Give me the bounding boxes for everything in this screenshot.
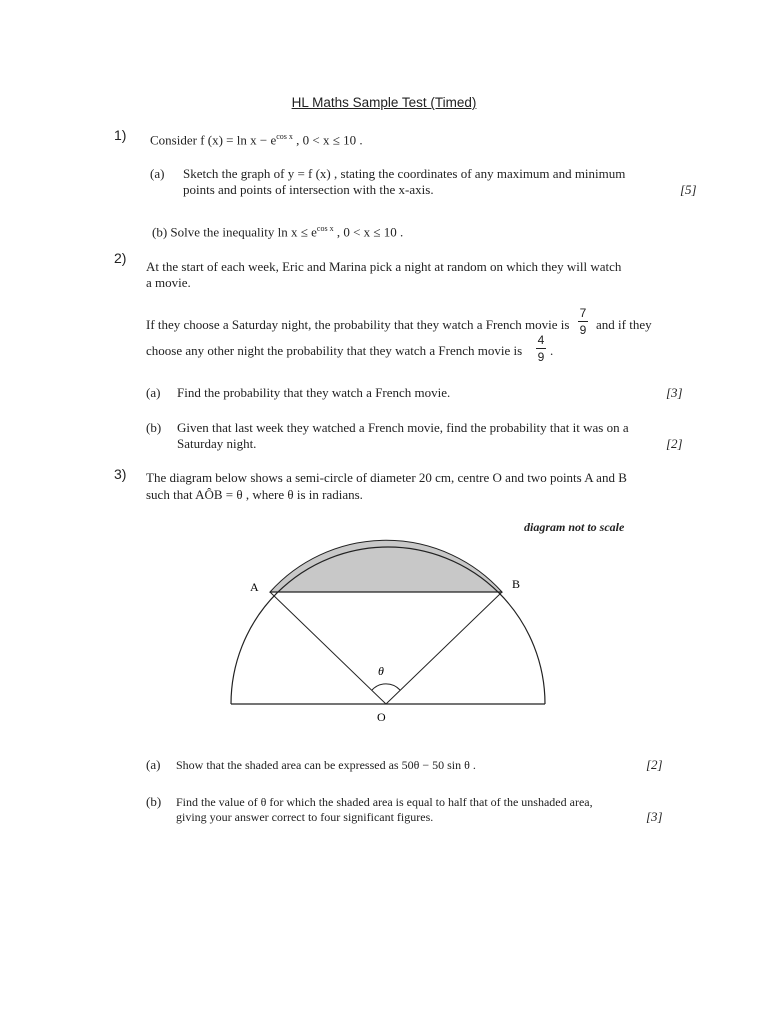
q3-part-a-marks: [2] [646, 757, 663, 772]
point-a-label: A [250, 580, 259, 594]
q2-condition-line-2: choose any other night the probability that they watch a French movie is [146, 343, 523, 358]
q2-part-a-marks: [3] [666, 385, 683, 400]
q2-part-b-marks: [2] [666, 436, 683, 451]
q3-part-a-text: Show that the shaded area can be expressed as 50θ − 50 sin θ . [176, 758, 476, 772]
shaded-segment [270, 540, 502, 592]
q3-part-a-label: (a) [146, 757, 161, 772]
fraction-1-numerator: 7 [579, 306, 587, 320]
q2-condition-line-2-end: . [550, 343, 554, 358]
question-3-number: 3) [114, 466, 127, 482]
q1-intro-sup: cos x [276, 132, 293, 141]
theta-label: θ [378, 664, 384, 678]
q2-part-a-label: (a) [146, 385, 161, 400]
q1-intro-end: , 0 < x ≤ 10 . [292, 132, 363, 148]
question-2-number: 2) [114, 250, 127, 266]
q2-part-b-label: (b) [146, 420, 162, 435]
angle-arc [372, 684, 400, 690]
q2-part-b-line-1: Given that last week they watched a French movie, find the probability that it was on a [177, 420, 629, 435]
fraction-1-denominator: 9 [579, 323, 587, 337]
q2-condition-line-1: If they choose a Saturday night, the probability that they watch a French movie is [146, 317, 570, 332]
q3-part-b-line-2: giving your answer correct to four significant figures. [176, 810, 434, 824]
fraction-2-numerator: 4 [537, 333, 545, 347]
q1-part-a-line-1: Sketch the graph of y = f (x) , stating the coordinates of any maximum and minimum [183, 166, 626, 181]
q3-intro-line-2: such that AÔB = θ , where θ is in radians. [146, 487, 363, 502]
fraction-2-denominator: 9 [537, 350, 545, 364]
q1-part-b-end: , 0 < x ≤ 10 . [333, 224, 404, 240]
q1-intro-text: Consider f (x) = ln x − e [150, 132, 277, 148]
q2-part-b-line-2: Saturday night. [177, 436, 257, 451]
question-1-number: 1) [114, 127, 127, 143]
q1-part-a-line-2: points and points of intersection with the x-axis. [183, 182, 434, 197]
q2-part-a-text: Find the probability that they watch a French movie. [177, 385, 451, 400]
q1-part-a-marks: [5] [680, 182, 697, 197]
radius-oa [270, 592, 386, 704]
diagram-not-to-scale-note: diagram not to scale [524, 520, 625, 534]
radius-ob [386, 592, 502, 704]
q3-part-b-label: (b) [146, 794, 162, 809]
q3-intro-line-1: The diagram below shows a semi-circle of diameter 20 cm, centre O and two points A and B [146, 470, 627, 485]
q2-condition-line-1-end: and if they [596, 317, 652, 332]
q3-part-b-line-1: Find the value of θ for which the shaded area is equal to half that of the unshaded area, [176, 795, 593, 809]
q2-intro-line-2: a movie. [146, 275, 191, 290]
q3-part-b-marks: [3] [646, 809, 663, 824]
point-b-label: B [512, 577, 521, 591]
q1-part-a-label: (a) [150, 166, 165, 181]
q1-part-b-sup: cos x [316, 224, 334, 233]
q2-intro-line-1: At the start of each week, Eric and Marina pick a night at random on which they will watch [146, 259, 622, 274]
q1-part-b-text: (b) Solve the inequality ln x ≤ e [152, 224, 317, 240]
point-o-label: O [377, 710, 386, 724]
page-title: HL Maths Sample Test (Timed) [291, 95, 477, 110]
